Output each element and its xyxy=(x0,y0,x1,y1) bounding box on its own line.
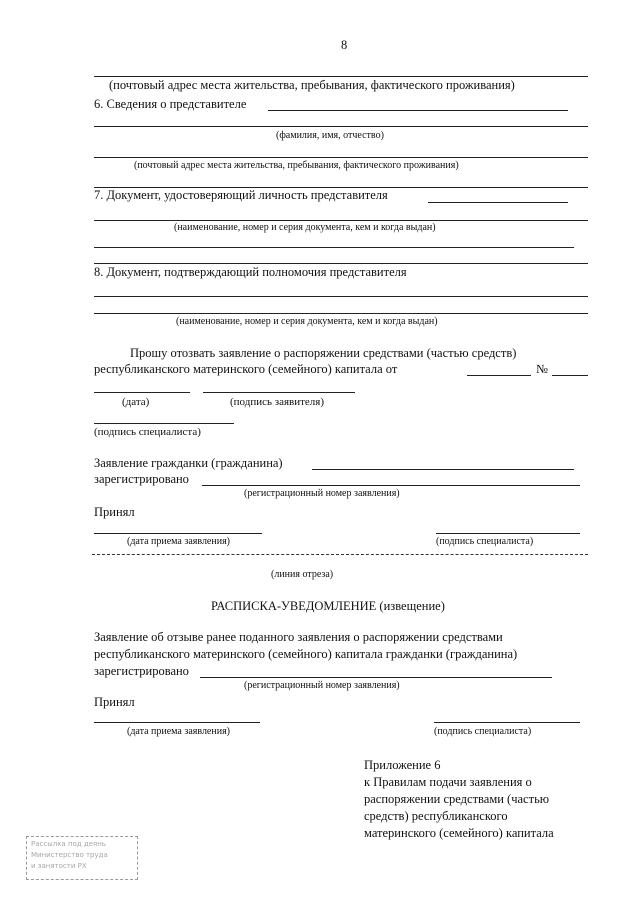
address-line-2[interactable] xyxy=(94,157,588,158)
fio-line[interactable] xyxy=(94,126,588,127)
receipt-line-1: Заявление об отзыве ранее поданного заявления о распоряжении средствами xyxy=(94,630,503,644)
registered-label-2: зарегистрировано xyxy=(94,664,189,678)
representative-input-line[interactable] xyxy=(268,110,568,111)
identity-doc-input-line[interactable] xyxy=(428,202,568,203)
item6-label: 6. Сведения о представителе xyxy=(94,97,247,111)
caption-date: (дата) xyxy=(122,396,150,408)
authority-doc-line-2[interactable] xyxy=(94,313,588,314)
authority-doc-line-1[interactable] xyxy=(94,296,588,297)
appendix-line-2: к Правилам подачи заявления о xyxy=(364,775,532,789)
reg-number-input-2[interactable] xyxy=(200,677,552,678)
cut-line xyxy=(92,554,588,555)
request-line-2: республиканского материнского (семейного) капитала от xyxy=(94,362,398,376)
caption-signature-specialist-1: (подпись специалиста) xyxy=(94,426,201,438)
caption-reg-number-2: (регистрационный номер заявления) xyxy=(244,680,400,691)
stamp-line-1: Рассылка под деянь xyxy=(31,840,106,848)
specialist-signature-line-3[interactable] xyxy=(434,722,580,723)
request-line-1: Прошу отозвать заявление о распоряжении средствами (частью средств) xyxy=(130,346,517,360)
accept-date-line-1[interactable] xyxy=(94,533,262,534)
applicant-signature-line[interactable] xyxy=(203,392,355,393)
identity-doc-line-3[interactable] xyxy=(94,263,588,264)
citizen-name-input[interactable] xyxy=(312,469,574,470)
caption-address-1: (почтовый адрес места жительства, пребывания, фактического проживания) xyxy=(109,78,515,92)
identity-doc-line-2[interactable] xyxy=(94,247,574,248)
caption-address-2: (почтовый адрес места жительства, пребывания, фактического проживания) xyxy=(134,160,459,171)
caption-doc-1: (наименование, номер и серия документа, кем и когда выдан) xyxy=(174,222,436,233)
request-number-input[interactable] xyxy=(552,375,588,376)
caption-signature-specialist-3: (подпись специалиста) xyxy=(434,726,532,737)
caption-doc-2: (наименование, номер и серия документа, кем и когда выдан) xyxy=(176,316,438,327)
page-number: 8 xyxy=(341,38,348,52)
specialist-signature-line-1[interactable] xyxy=(94,423,234,424)
specialist-signature-line-2[interactable] xyxy=(436,533,580,534)
accepted-label-1: Принял xyxy=(94,505,135,519)
appendix-line-3: распоряжении средствами (частью xyxy=(364,792,550,806)
registered-label-1: зарегистрировано xyxy=(94,472,189,486)
appendix-line-5: материнского (семейного) капитала xyxy=(364,826,554,840)
number-sign: № xyxy=(536,362,548,376)
caption-accept-date-1: (дата приема заявления) xyxy=(127,536,231,547)
item7-label: 7. Документ, удостоверяющий личность представителя xyxy=(94,188,388,202)
caption-signature-specialist-2: (подпись специалиста) xyxy=(436,536,534,547)
appendix-line-1: Приложение 6 xyxy=(364,758,441,772)
accepted-label-2: Принял xyxy=(94,695,135,709)
statement-label: Заявление гражданки (гражданина) xyxy=(94,456,283,470)
caption-accept-date-2: (дата приема заявления) xyxy=(127,726,231,737)
registration-stamp xyxy=(26,836,138,880)
item8-label: 8. Документ, подтверждающий полномочия представителя xyxy=(94,265,407,279)
caption-signature-applicant: (подпись заявителя) xyxy=(230,396,325,408)
receipt-line-2: республиканского материнского (семейного) капитала гражданки (гражданина) xyxy=(94,647,518,661)
appendix-line-4: средств) республиканского xyxy=(364,809,508,823)
date-line[interactable] xyxy=(94,392,190,393)
identity-doc-line[interactable] xyxy=(94,220,588,221)
receipt-title: РАСПИСКА-УВЕДОМЛЕНИЕ (извещение) xyxy=(211,599,445,613)
caption-fio: (фамилия, имя, отчество) xyxy=(276,130,384,141)
request-date-input[interactable] xyxy=(467,375,531,376)
reg-number-input-1[interactable] xyxy=(202,485,580,486)
address-line-1[interactable] xyxy=(94,76,588,77)
appendix-block xyxy=(364,757,554,842)
cut-line-label: (линия отреза) xyxy=(271,569,334,580)
caption-reg-number-1: (регистрационный номер заявления) xyxy=(244,488,400,499)
stamp-line-2: Министерство труда xyxy=(31,851,108,859)
stamp-line-3: и занятости РХ xyxy=(31,862,87,870)
accept-date-line-2[interactable] xyxy=(94,722,260,723)
